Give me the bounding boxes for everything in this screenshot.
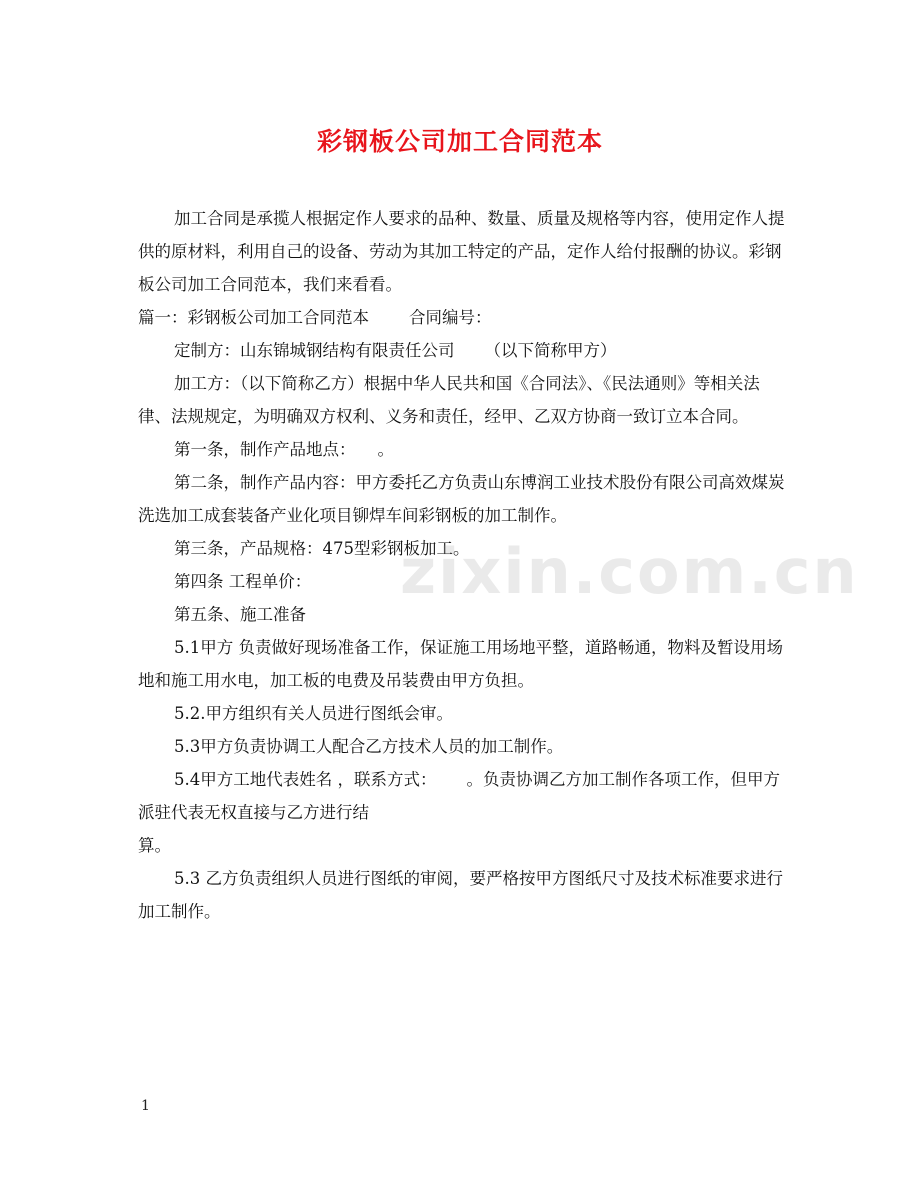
page-number: 1 — [141, 1098, 150, 1114]
clause-3: 第三条，产品规格：475型彩钢板加工。 — [174, 539, 470, 558]
document-title: 彩钢板公司加工合同范本 — [316, 127, 603, 156]
item-5-4-part-b: 。负责协调乙方加工制作各项工作，但甲方派驻代表无权直接与乙方进行结 — [138, 770, 780, 822]
section-heading: 篇一：彩钢板公司加工合同范本 — [138, 308, 369, 327]
party-a-line — [138, 334, 786, 367]
clause-2: 第二条，制作产品内容：甲方委托乙方负责山东博润工业技术股份有限公司高效煤炭洗选加工成套装备产业化项目铆焊车间彩钢板的加工制作。 — [138, 473, 785, 525]
item-5-4 — [138, 763, 786, 829]
party-a: 定制方：山东锦城钢结构有限责任公司 — [174, 341, 455, 360]
intro-paragraph: 加工合同是承揽人根据定作人要求的品种、数量、质量及规格等内容，使用定作人提供的原材料，利用自己的设备、劳动为其加工特定的产品，定作人给付报酬的协议。彩钢板公司加工合同范本，我们来看看。 — [138, 209, 785, 294]
item-5-4-part-a: 5.4甲方工地代表姓名 ，联系方式： — [174, 770, 437, 789]
contract-number-label: 合同编号： — [409, 308, 492, 327]
item-5-4-continuation: 算。 — [138, 836, 171, 855]
party-a-note: （以下简称甲方） — [484, 341, 617, 360]
party-b-paragraph: 加工方：（以下简称乙方）根据中华人民共和国《合同法》、《民法通则》等相关法律、法规规定，为明确双方权利、义务和责任，经甲、乙双方协商一致订立本合同。 — [138, 374, 760, 426]
clause-1-end: 。 — [377, 440, 394, 459]
item-5-3-b: 5.3 乙方负责组织人员进行图纸的审阅，要严格按甲方图纸尺寸及技术标准要求进行加工制作。 — [138, 869, 783, 921]
document-body — [138, 202, 786, 928]
watermark: zixin.com.cn — [400, 535, 859, 608]
clause-4: 第四条 工程单价： — [174, 572, 312, 591]
item-5-1: 5.1甲方 负责做好现场准备工作，保证施工用场地平整，道路畅通，物料及暂设用场地和施工用水电，加工板的电费及吊装费由甲方负担。 — [138, 638, 783, 690]
clause-1-text: 第一条，制作产品地点： — [174, 440, 356, 459]
item-5-3: 5.3甲方负责协调工人配合乙方技术人员的加工制作。 — [174, 737, 564, 756]
clause-1 — [138, 433, 786, 466]
item-5-2: 5.2.甲方组织有关人员进行图纸会审。 — [174, 704, 453, 723]
clause-5: 第五条、施工准备 — [174, 605, 306, 624]
section-heading-line — [138, 301, 786, 334]
